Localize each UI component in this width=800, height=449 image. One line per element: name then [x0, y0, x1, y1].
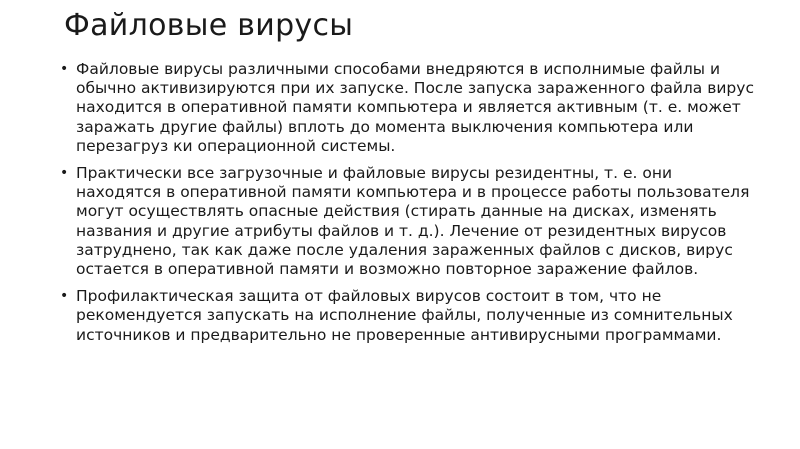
bullet-item [60, 287, 760, 345]
bullet-marker-icon: • [60, 61, 69, 77]
slide-title: Файловые вирусы [64, 8, 354, 43]
bullet-text: Профилактическая защита от файловых вирусов состоит в том, что не рекомендуется запускать на исполнение файлы, полученные из сомнительных источников и предварительно не проверенные антивирусными программами. [76, 287, 733, 344]
bullet-list [60, 60, 760, 353]
bullet-item [60, 60, 760, 156]
bullet-marker-icon: • [60, 165, 69, 182]
bullet-text: Практически все загрузочные и файловые вирусы резидентны, т. е. они находятся в оперативной памяти компьютера и в процессе работы пользователя могут осуществлять опасные действия (стирать данные на дисках, изменять названия и другие атрибуты файлов и т. д.). Лечение от резидентных вирусов затруднено, так как даже после удаления зараженных файлов с дисков, вирус остается в оперативной памяти и возможно повторное заражение файлов. [76, 164, 750, 279]
bullet-text: Файловые вирусы различными способами внедряются в исполнимые файлы и обычно активизируются при их запуске. После запуска зараженного файла вирус находится в оперативной памяти компьютера и является активным (т. е. может заражать другие файлы) вплоть до момента выключения компьютера или перезагруз ки операционной системы. [76, 60, 754, 155]
bullet-marker-icon: • [60, 288, 69, 305]
bullet-item [60, 164, 760, 279]
